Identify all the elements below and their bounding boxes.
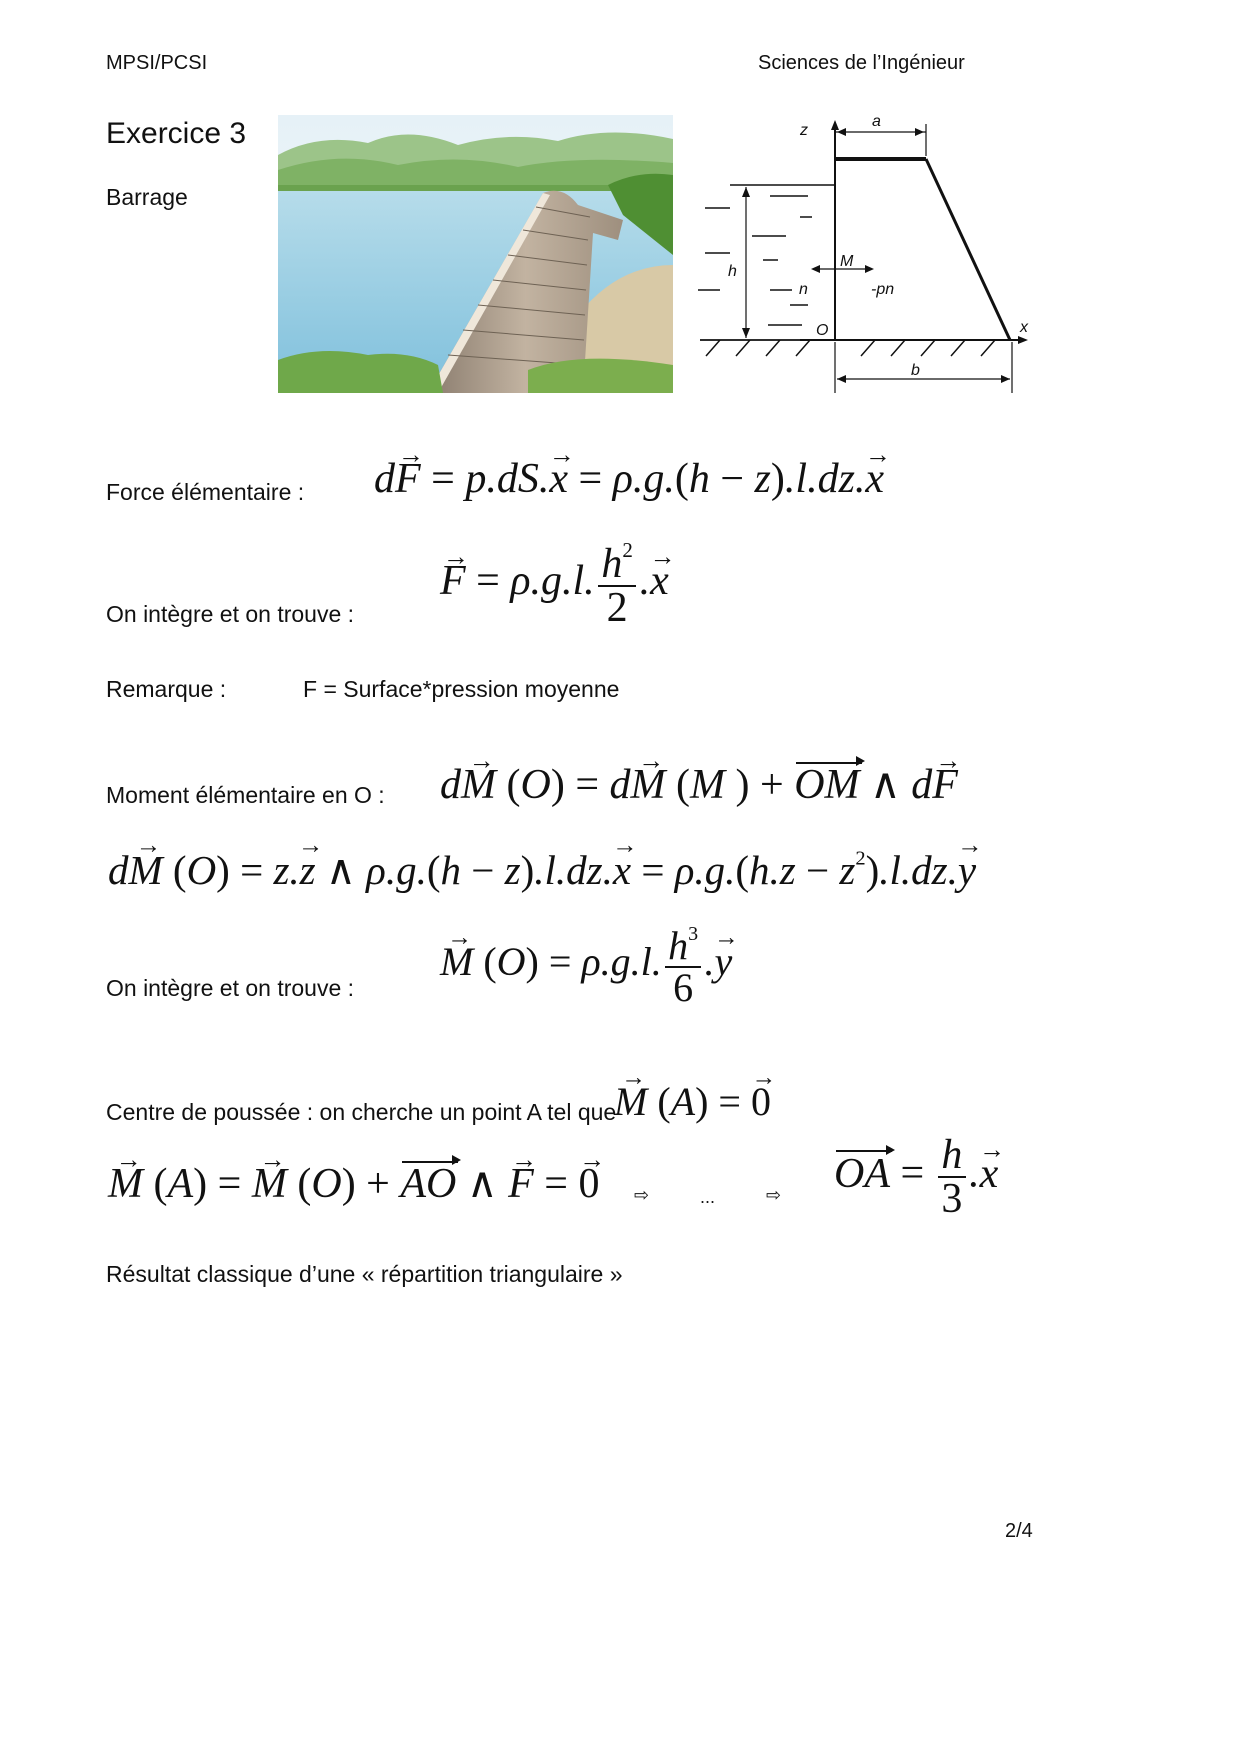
dam-diagram <box>690 110 1040 400</box>
diagram-label-n: n <box>799 281 808 298</box>
formula-moment-elementaire: d→ M (O) = z.→ z ∧ $\rho.g.(h - z).l.dz.\to x = \rho.g.(h.z - z^2).l.dz.\to y$ <box>108 846 976 894</box>
formula-force-totale: → F = ρ.g.l. $\frac{h^2}{2}$ .→ x <box>440 540 669 629</box>
header-right: Sciences de l’Ingénieur <box>758 52 965 74</box>
implies-arrow-1: ⇨ <box>634 1185 650 1205</box>
diagram-label-M: M <box>840 253 854 270</box>
diagram-label-x: x <box>1020 319 1028 336</box>
exercise-title: Exercice 3 <box>106 117 247 150</box>
diagram-label-h: h <box>728 263 737 280</box>
page-number: 2/4 <box>1005 1520 1033 1542</box>
exercise-subtitle: Barrage <box>106 184 188 210</box>
ellipsis: ... <box>700 1187 716 1207</box>
label-integration-moment: On intègre et on trouve : <box>106 975 355 1001</box>
diagram-label-a: a <box>872 113 881 130</box>
label-integration-force: On intègre et on trouve : <box>106 601 355 627</box>
label-force-elementaire: Force élémentaire : <box>106 479 305 505</box>
diagram-label-pn: -pn <box>871 281 895 298</box>
header-left: MPSI/PCSI <box>106 52 208 74</box>
formula-centre-result: OA = $\frac{h}{3}$ .→ x <box>834 1134 998 1220</box>
diagram-label-b: b <box>911 362 920 379</box>
implies-arrow-2: ⇨ <box>766 1185 782 1205</box>
label-remarque: Remarque : <box>106 676 227 702</box>
remarque-text: F = Surface*pression moyenne <box>303 676 620 702</box>
formula-moment-transport: d→ M (O) = d→ M (M ) + OM ∧ d→ F <box>440 759 958 809</box>
diagram-label-O: O <box>816 322 829 339</box>
formula-centre-condition: → M (A) = → 0 <box>614 1078 771 1125</box>
label-moment-elementaire: Moment élémentaire en O : <box>106 782 385 808</box>
formula-force-elementaire: d→ F = p.dS.→ x = ρ.g.(h − z).l.dz.→ x <box>374 455 884 503</box>
label-centre-poussee: Centre de poussée : on cherche un point A tel que <box>106 1099 617 1125</box>
diagram-label-z: z <box>800 122 808 139</box>
result-statement: Résultat classique d’une « répartition triangulaire » <box>106 1261 623 1287</box>
dam-photo-icon <box>278 115 673 393</box>
formula-centre-equation: → M (A) = → M (O) + AO ∧ → F = → 0 <box>108 1158 599 1208</box>
formula-moment-total: → M (O) = ρ.g.l. $\frac{h^3}{6}$ .→ y <box>440 924 732 1008</box>
